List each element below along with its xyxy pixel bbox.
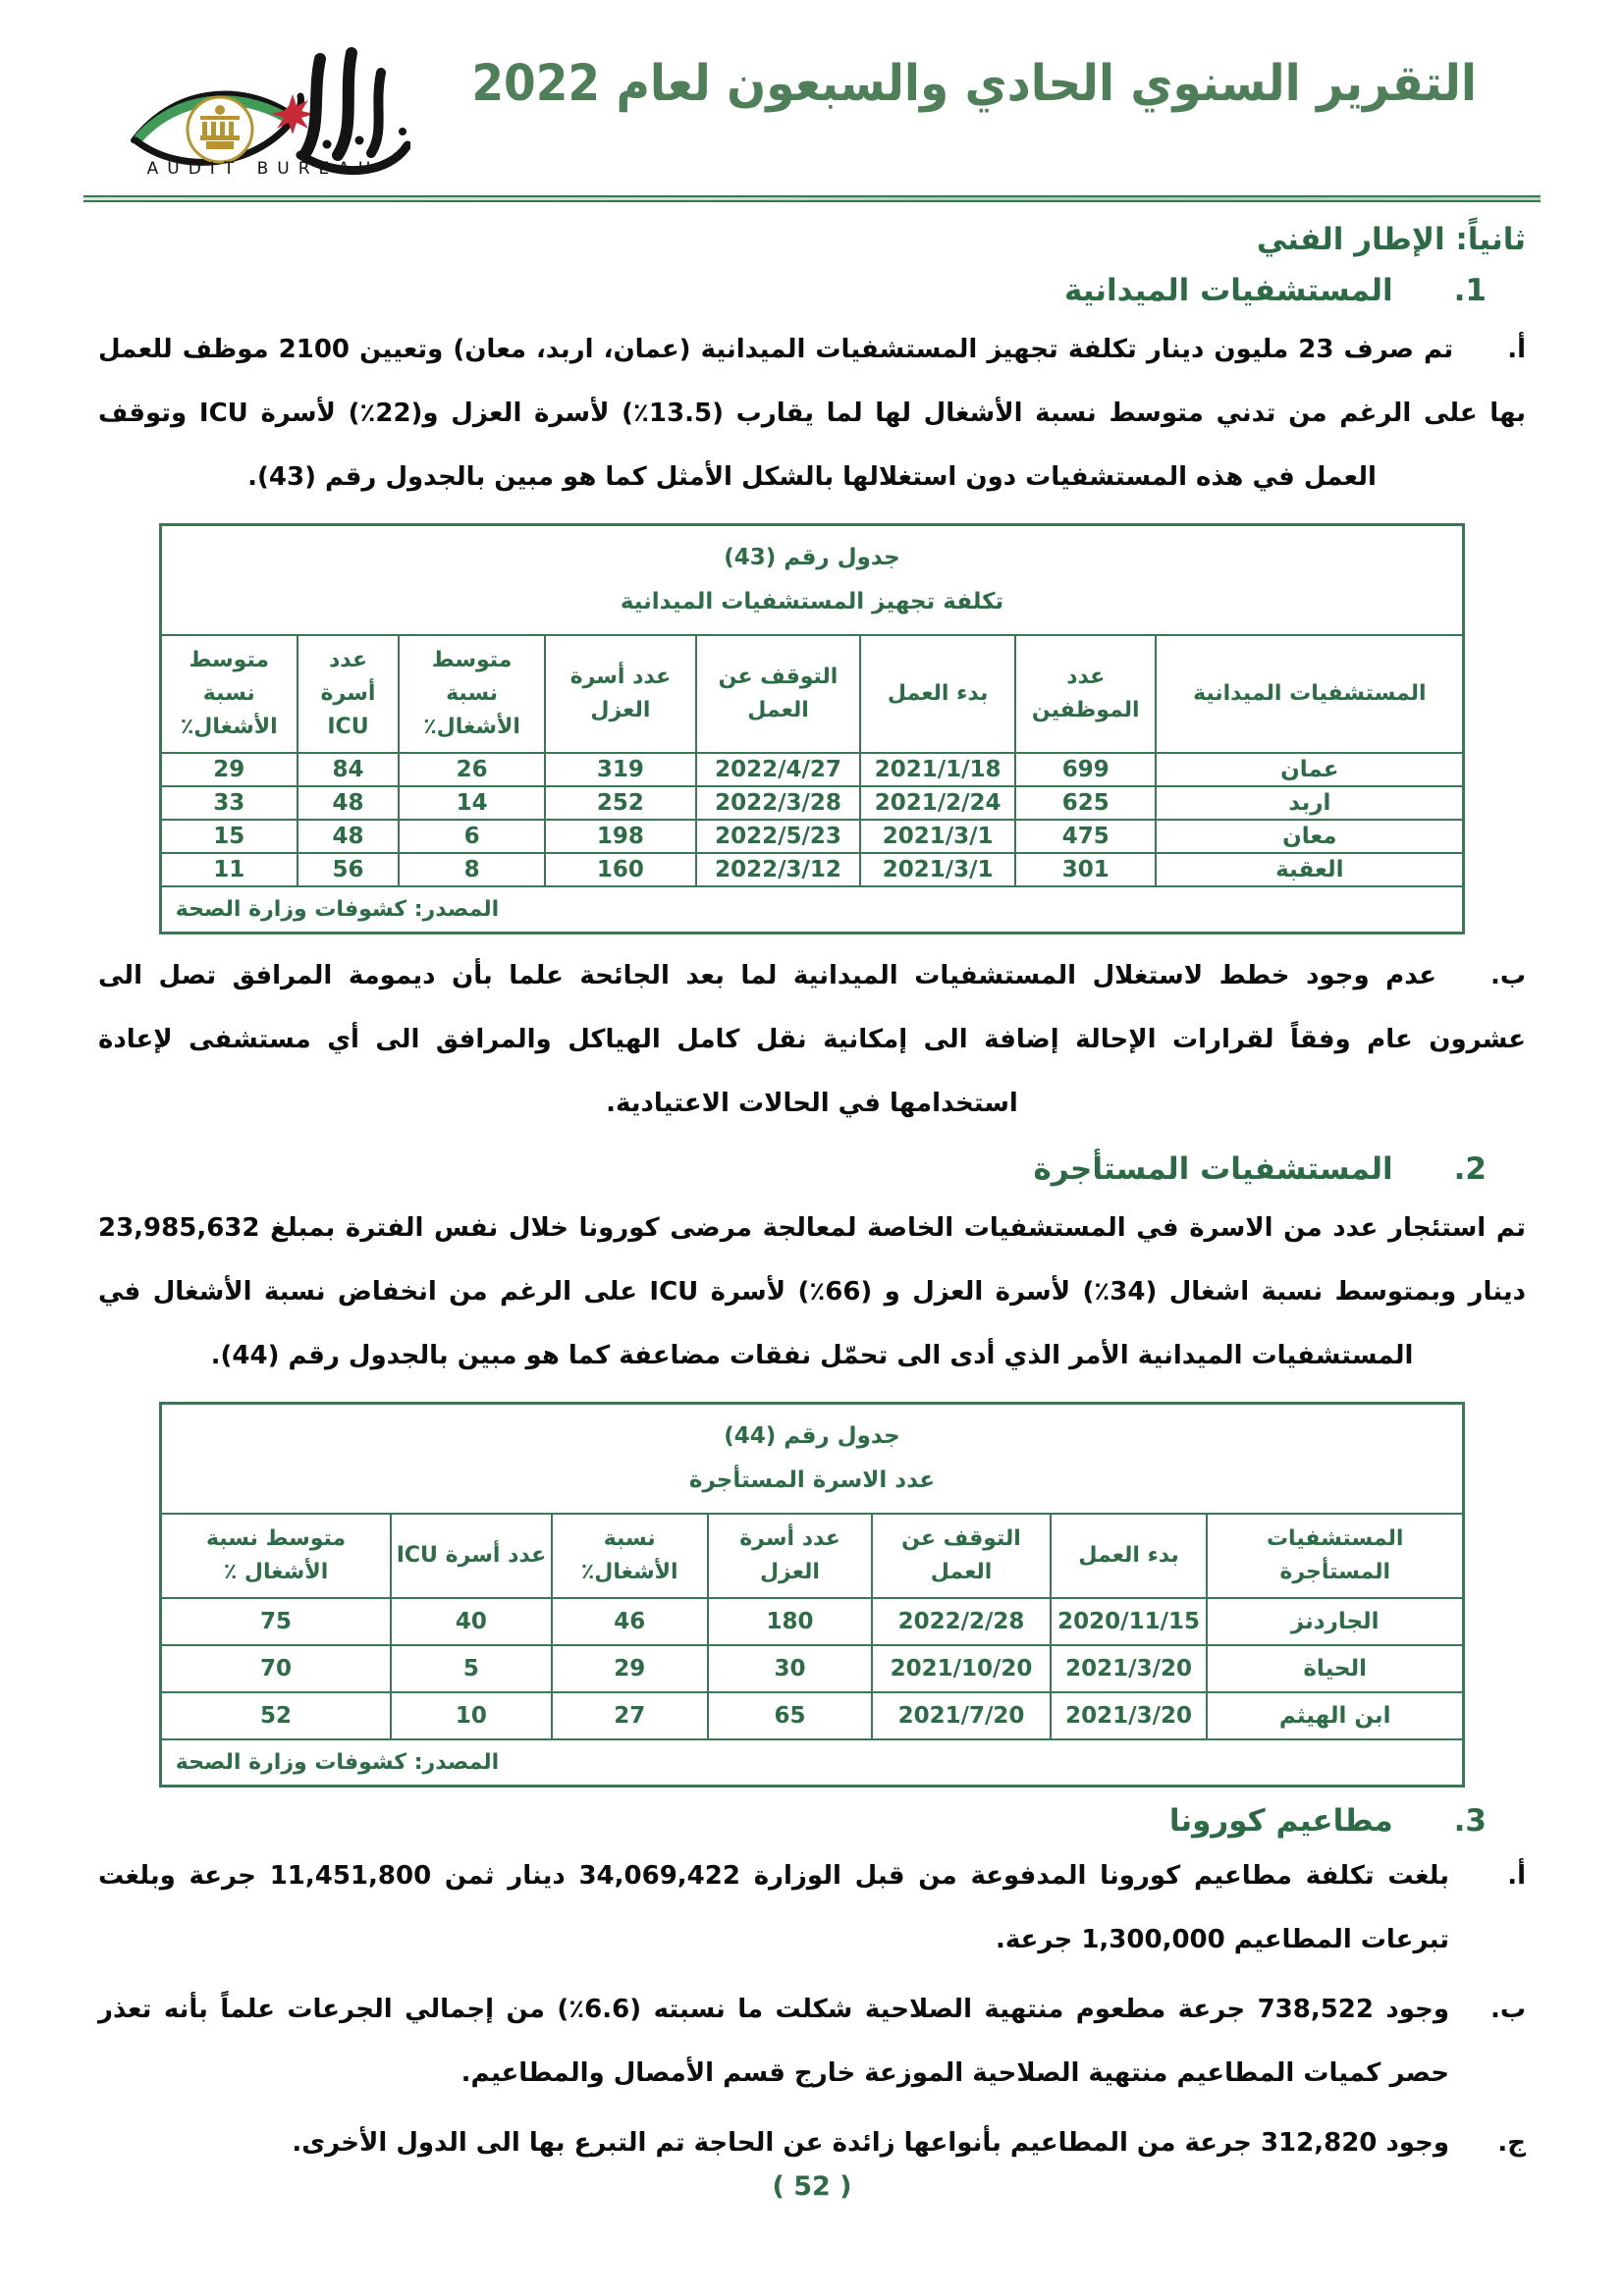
page-number: ( 52 ) [772,2171,852,2202]
page-header [0,0,1624,196]
table-43-source-row [160,886,1463,934]
table-cell: 75 [160,1598,391,1645]
table-cell: 46 [552,1598,708,1645]
heading-1-number: 1. [1453,273,1487,308]
report-title: التقرير السنوي الحادي والسبعون لعام 2022 [471,54,1477,114]
table-cell: 160 [545,853,696,886]
table-43-subtitle: تكلفة تجهيز المستشفيات الميدانية [620,588,1004,614]
table-cell: 84 [298,753,400,786]
column-header: عدد أسرة العزل [708,1514,872,1598]
column-header: التوقف عن العمل [696,635,860,753]
table-cell: 29 [160,753,297,786]
para-1b-marker: ب. [1489,960,1526,990]
table-row [160,1598,1463,1645]
table-cell: 319 [545,753,696,786]
table-cell: 48 [298,786,400,820]
table-row [160,820,1463,853]
para-3c-marker: ج. [1497,2127,1526,2158]
table-cell: 29 [552,1645,708,1692]
table-cell: 65 [708,1692,872,1739]
column-header: المستشفيات المستأجرة [1207,1514,1463,1598]
para-3c [98,2111,1526,2175]
column-header: عدد أسرة ICU [298,635,400,753]
table-44-title: جدول رقم (44) [724,1422,900,1449]
table-cell: 70 [160,1645,391,1692]
audit-bureau-wordmark: AUDIT BUREAU [146,159,380,179]
column-header: متوسط نسبة الأشغال٪ [160,635,297,753]
heading-3-corona-vaccines [98,1803,1487,1839]
table-44-title-cell [160,1403,1463,1513]
table-44-subtitle: عدد الاسرة المستأجرة [688,1467,936,1493]
table-44-header-row [160,1514,1463,1598]
heading-3-title: مطاعيم كورونا [1168,1802,1393,1839]
table-cell: 301 [1015,853,1156,886]
table-43-title-cell [160,525,1463,635]
column-header: بدء العمل [1051,1514,1207,1598]
table-cell: اربد [1156,786,1463,820]
para-3c-text: وجود 312,820 جرعة من المطاعيم بأنواعها زائدة عن الحاجة تم التبرع بها الى الدول الأخرى. [292,2127,1449,2158]
column-header: عدد أسرة ICU [391,1514,551,1598]
table-row [160,1645,1463,1692]
column-header: متوسط نسبة الأشغال٪ [399,635,545,753]
table-cell: 252 [545,786,696,820]
heading-3-number: 3. [1453,1802,1487,1839]
table-cell: 2021/3/1 [860,853,1015,886]
table-cell: 11 [160,853,297,886]
table-43-header-row [160,635,1463,753]
header-divider [83,195,1541,202]
table-cell: معان [1156,820,1463,853]
heading-2-number: 2. [1453,1150,1487,1187]
page-content [0,222,1624,2175]
table-cell: عمان [1156,753,1463,786]
heading-1-field-hospitals [98,273,1487,308]
table-cell: 5 [391,1645,551,1692]
table-row [160,1692,1463,1739]
table-cell: 699 [1015,753,1156,786]
table-cell: العقبة [1156,853,1463,886]
table-cell: 2021/3/20 [1051,1645,1207,1692]
table-cell: 14 [399,786,545,820]
column-header: المستشفيات الميدانية [1156,635,1463,753]
section-heading-technical-framework: ثانياً: الإطار الفني [1256,222,1526,257]
table-cell: 48 [298,820,400,853]
audit-bureau-logo [116,45,410,192]
table-cell: 2022/3/28 [696,786,860,820]
column-header: متوسط نسبة الأشغال ٪ [160,1514,391,1598]
column-header: التوقف عن العمل [872,1514,1051,1598]
table-cell: 2021/1/18 [860,753,1015,786]
table-row [160,853,1463,886]
table-cell: 56 [298,853,400,886]
para-1a [98,318,1526,509]
table-source-text: المصدر: كشوفات وزارة الصحة [175,1749,500,1775]
para-1a-text: تم صرف 23 مليون دينار تكلفة تجهيز المستشفيات الميدانية (عمان، اربد، معان) وتعيين 2100 موظف للعمل بها على الرغم من تدني متوسط نسبة الأشغال لها لما يقارب (13.5٪) لأسرة العزل و(22٪) لأسرة ICU وتوقف العمل في هذه المستشفيات دون استغلالها بالشكل الأمثل كما هو مبين بالجدول رقم (43). [98,335,1526,492]
table-43 [159,523,1465,934]
table-cell: 625 [1015,786,1156,820]
para-3b-marker: ب. [1489,1994,1526,2024]
table-44-title-row [160,1403,1463,1513]
para-2-intro [98,1197,1526,1388]
table-cell: 180 [708,1598,872,1645]
table-cell: 2021/2/24 [860,786,1015,820]
table-cell: 2021/3/20 [1051,1692,1207,1739]
table-cell: 26 [399,753,545,786]
table-cell: 10 [391,1692,551,1739]
table-44 [159,1402,1465,1788]
table-row [160,753,1463,786]
table-source-text: المصدر: كشوفات وزارة الصحة [175,896,500,922]
table-cell: 27 [552,1692,708,1739]
para-3a-text: بلغت تكلفة مطاعيم كورونا المدفوعة من قبل الوزارة 34,069,422 دينار ثمن 11,451,800 جرعة وبلغت تبرعات المطاعيم 1,300,000 جرعة. [98,1860,1450,1954]
table-44-source-row [160,1739,1463,1787]
table-cell: 2021/7/20 [872,1692,1051,1739]
table-source [160,886,1463,934]
table-cell: الجاردنز [1207,1598,1463,1645]
table-cell: 30 [708,1645,872,1692]
column-header: بدء العمل [860,635,1015,753]
table-cell: 2020/11/15 [1051,1598,1207,1645]
table-cell: 2022/5/23 [696,820,860,853]
table-cell: 2022/3/12 [696,853,860,886]
table-cell: ابن الهيثم [1207,1692,1463,1739]
table-source [160,1739,1463,1787]
column-header: نسبة الأشغال٪ [552,1514,708,1598]
table-cell: 475 [1015,820,1156,853]
table-cell: 15 [160,820,297,853]
para-1b [98,944,1526,1136]
table-cell: 2021/3/1 [860,820,1015,853]
table-cell: 8 [399,853,545,886]
heading-2-title: المستشفيات المستأجرة [1033,1150,1393,1187]
table-cell: 33 [160,786,297,820]
para-1a-marker: أ. [1507,335,1526,364]
table-cell: الحياة [1207,1645,1463,1692]
table-cell: 2021/10/20 [872,1645,1051,1692]
table-cell: 6 [399,820,545,853]
table-cell: 2022/2/28 [872,1598,1051,1645]
para-3b-text: وجود 738,522 جرعة مطعوم منتهية الصلاحية شكلت ما نسبته (6.6٪) من إجمالي الجرعات علماً بأنه تعذر حصر كميات المطاعيم منتهية الصلاحية الموزعة خارج قسم الأمصال والمطاعيم. [98,1994,1449,2088]
para-2-text: تم استئجار عدد من الاسرة في المستشفيات الخاصة لمعالجة مرضى كورونا خلال نفس الفترة بمبلغ 23,985,632 دينار وبمتوسط نسبة اشغال (34٪) لأسرة العزل و (66٪) لأسرة ICU على الرغم من انخفاض نسبة الأشغال في المستشفيات الميدانية الأمر الذي أدى الى تحمّل نفقات مضاعفة كما هو مبين بالجدول رقم (44). [98,1212,1527,1370]
para-3b [98,1978,1526,2106]
para-1b-text: عدم وجود خطط لاستغلال المستشفيات الميدانية لما بعد الجائحة علما بأن ديمومة المرافق تصل الى عشرون عام وفقاً لقرارات الإحالة إضافة الى إمكانية نقل كامل الهياكل والمرافق الى أي مستشفى لإعادة استخدامها في الحالات الاعتيادية. [98,960,1526,1118]
table-cell: 2022/4/27 [696,753,860,786]
table-43-title-row [160,525,1463,635]
para-3a-marker: أ. [1507,1860,1526,1891]
column-header: عدد أسرة العزل [545,635,696,753]
table-cell: 198 [545,820,696,853]
heading-2-rented-hospitals [98,1151,1487,1187]
table-row [160,786,1463,820]
para-3a [98,1844,1526,1972]
table-cell: 40 [391,1598,551,1645]
heading-1-title: المستشفيات الميدانية [1063,273,1393,308]
table-cell: 52 [160,1692,391,1739]
column-header: عدد الموظفين [1015,635,1156,753]
table-43-title: جدول رقم (43) [724,545,900,570]
